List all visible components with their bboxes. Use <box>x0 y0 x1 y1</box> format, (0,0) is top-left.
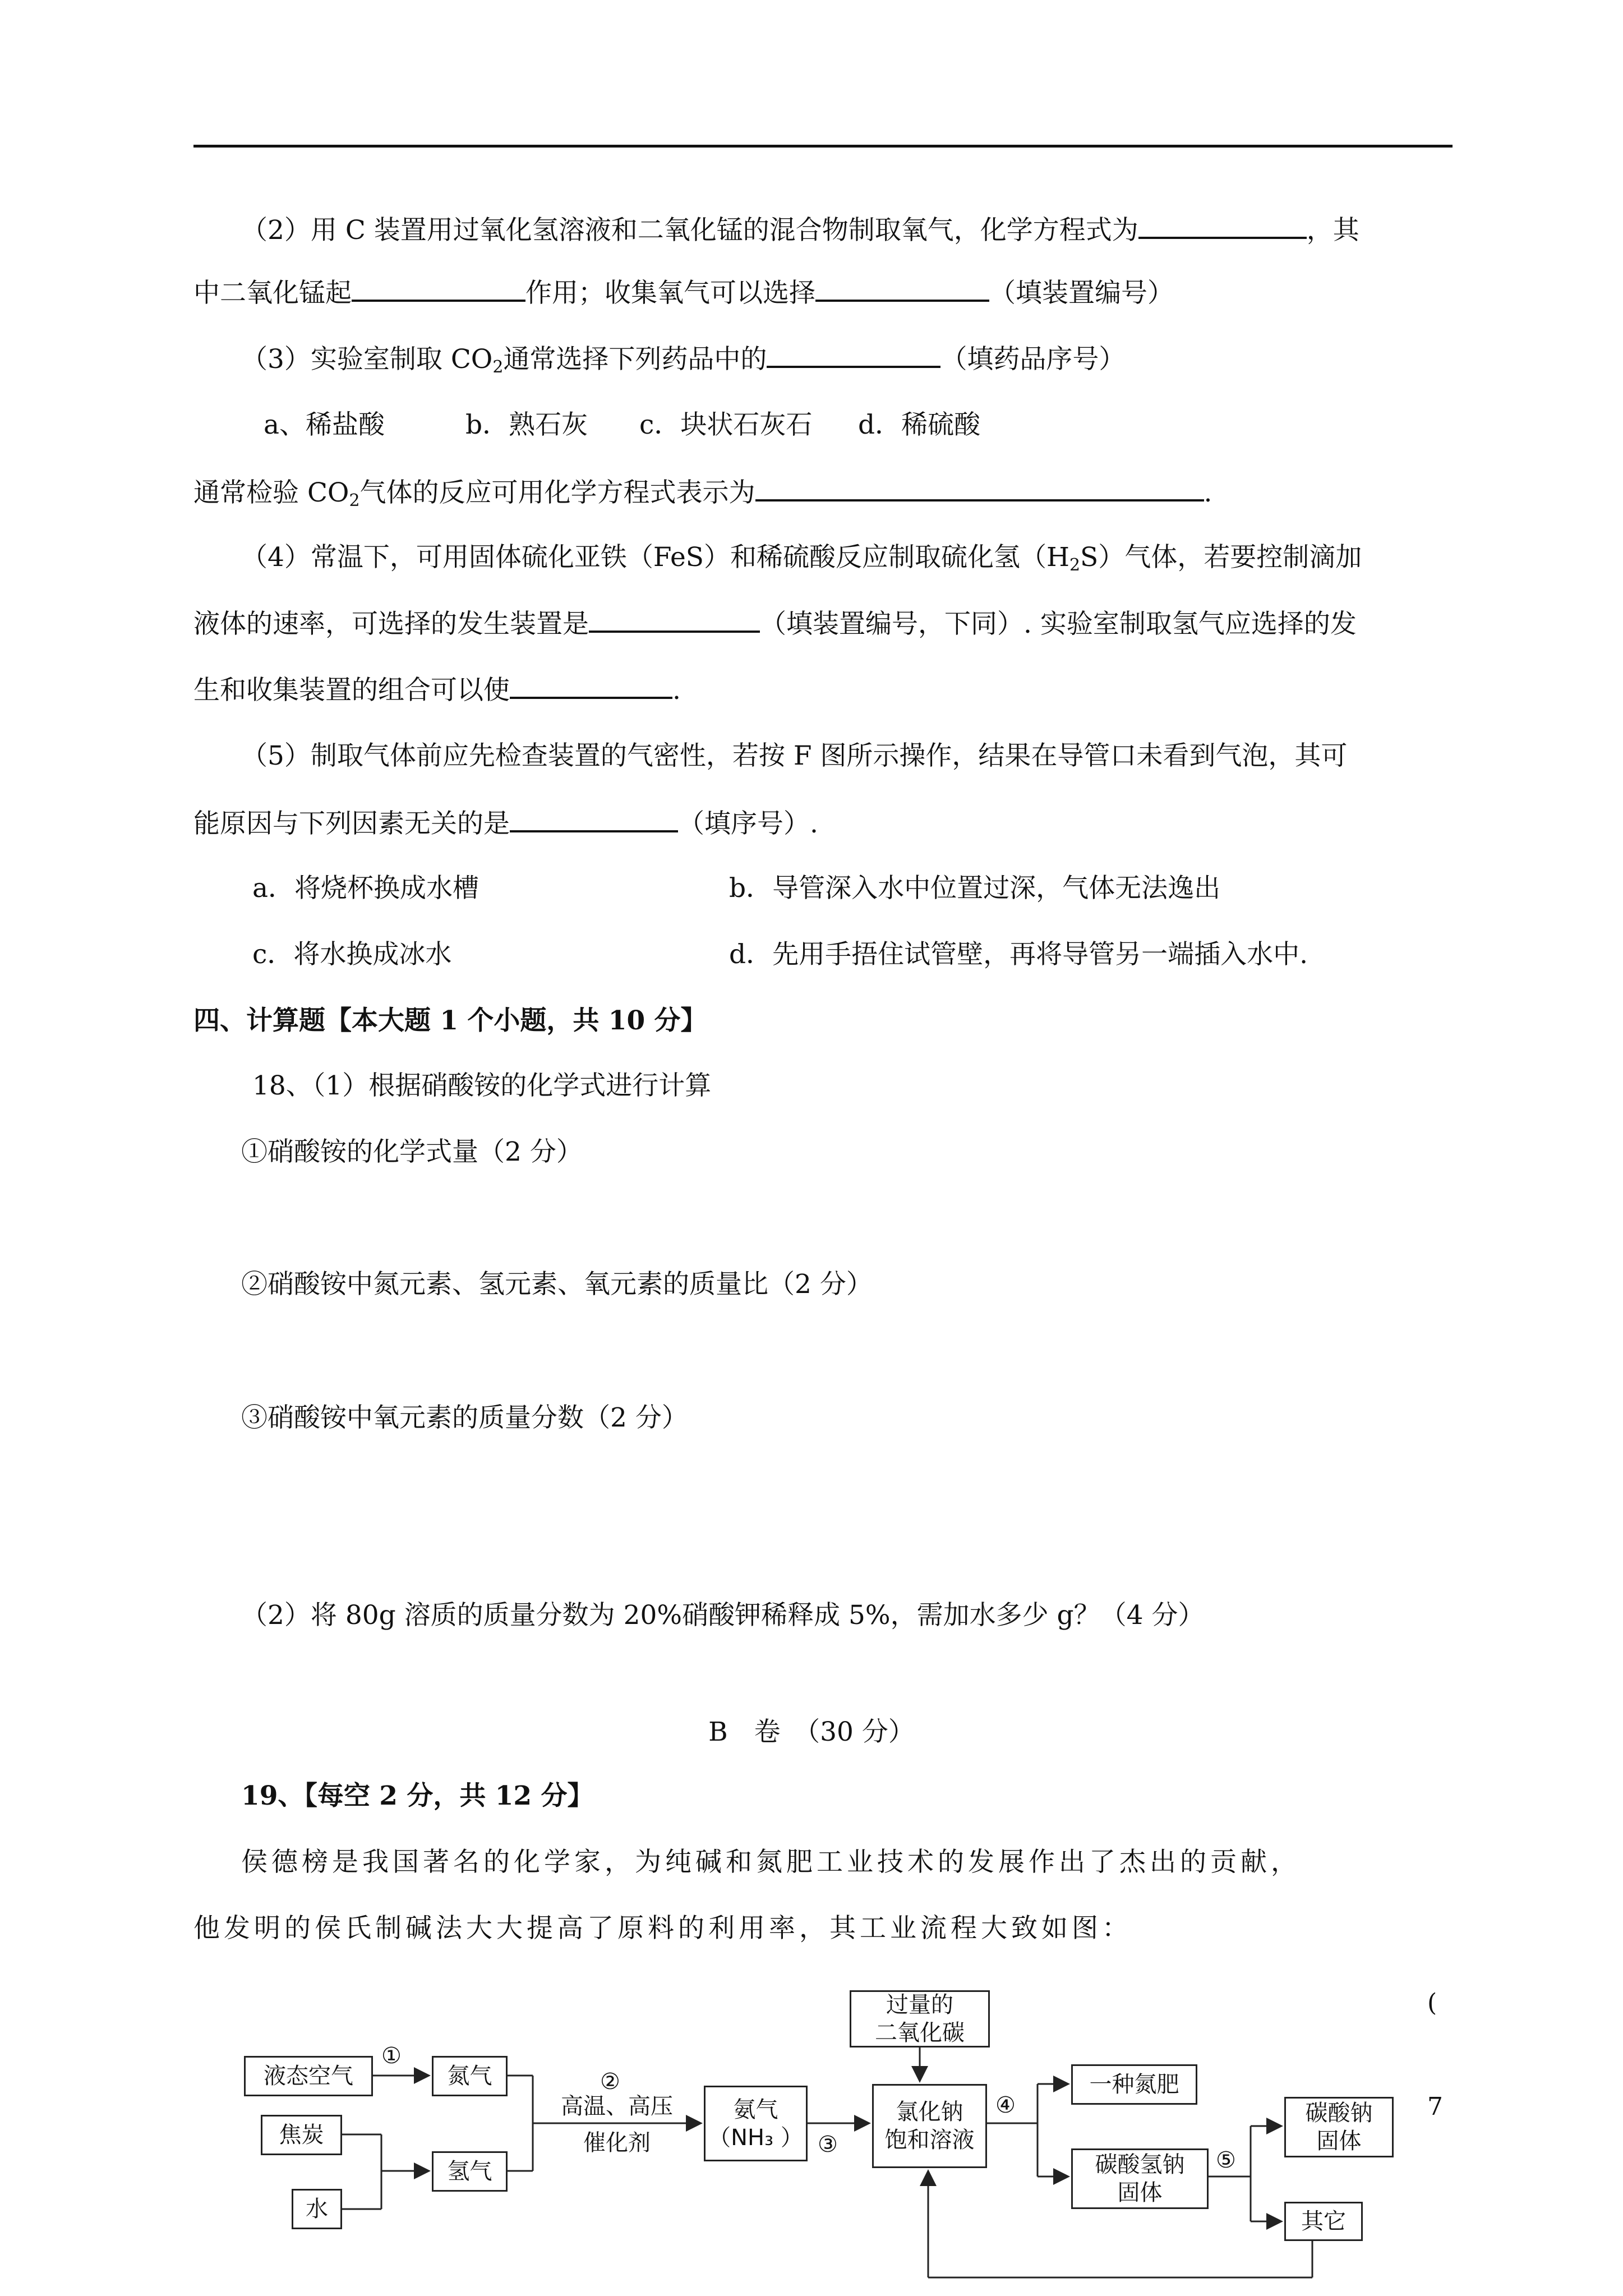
q17-p5-text-c: （填序号）. <box>678 808 818 839</box>
box-excess-co2 <box>850 1990 990 2047</box>
q17-p3-text-e: 气体的反应可用化学方程式表示为 <box>359 477 755 508</box>
q17-p3-text-b: 通常选择下列药品中的 <box>503 344 767 375</box>
q17-option-d: d．稀硫酸 <box>858 409 981 440</box>
q17-p2-text-b: ，其 <box>1306 215 1359 246</box>
box-hydrogen <box>432 2151 508 2192</box>
q17-p4-text-a: （4）常温下，可用固体硫化亚铁（FeS）和稀硫酸反应制取硫化氢（H <box>241 542 1069 573</box>
q17-p4-text-d: （填装置编号，下同）. 实验室制取氢气应选择的发 <box>760 609 1357 639</box>
q17-p5-option-b: b．导管深入水中位置过深，气体无法逸出 <box>729 873 1221 904</box>
box-label: （NH₃ ） <box>708 2124 803 2151</box>
q17-p4-text-c: 液体的速率，可选择的发生装置是 <box>193 609 589 639</box>
box-other <box>1284 2202 1363 2241</box>
q19-text-line2: 他发明的侯氏制碱法大大提高了原料的利用率，其工业流程大致如图： <box>193 1913 1132 1944</box>
box-label: 其它 <box>1301 2208 1346 2234</box>
box-nitrogen-fertilizer <box>1071 2064 1197 2105</box>
box-nacl-solution <box>872 2084 987 2168</box>
box-label: 氨气 <box>733 2096 778 2123</box>
box-label: 液态空气 <box>264 2063 353 2089</box>
q17-p3-text-d: 通常检验 CO <box>193 477 349 508</box>
q17-p2-text-a: （2）用 C 装置用过氧化氢溶液和二氧化锰的混合物制取氧气，化学方程式为 <box>241 215 1138 246</box>
q17-p3-text-f: . <box>1204 477 1212 508</box>
section-b-title: B 卷 （30 分） <box>708 1717 915 1747</box>
box-label: 饱和溶液 <box>884 2127 975 2153</box>
q19-text-line1: 侯德榜是我国著名的化学家，为纯碱和氮肥工业技术的发展作出了杰出的贡献， <box>241 1847 1301 1878</box>
q17-p5-option-a: a．将烧杯换成水槽 <box>252 873 479 904</box>
box-liquid-air <box>244 2056 373 2096</box>
q17-p2-text-e: （填装置编号） <box>989 278 1174 309</box>
box-label: 氢气 <box>447 2159 492 2184</box>
step3-label: ③ <box>818 2132 838 2157</box>
subscript: 2 <box>349 491 360 510</box>
box-label: 碳酸氢钠 <box>1095 2152 1185 2178</box>
q17-p5-option-d: d．先用手捂住试管壁，再将导管另一端插入水中. <box>729 939 1308 970</box>
q17-p2-text-d: 作用；收集氧气可以选择 <box>525 278 815 309</box>
q18-sub1: ①硝酸铵的化学式量（2 分） <box>241 1137 583 1167</box>
box-label: 氮气 <box>447 2063 492 2089</box>
condition-high-temp-pressure: 高温、高压 <box>561 2093 673 2119</box>
q17-option-a: a、稀盐酸 <box>264 409 385 440</box>
box-label: 固体 <box>1117 2180 1163 2206</box>
step5-label: ⑤ <box>1216 2147 1236 2173</box>
subscript: 2 <box>1069 555 1081 575</box>
box-label: 二氧化碳 <box>875 2020 965 2046</box>
q18-sub2: ②硝酸铵中氮元素、氢元素、氧元素的质量比（2 分） <box>241 1269 873 1300</box>
box-nitrogen <box>432 2056 508 2096</box>
step4-label: ④ <box>995 2092 1016 2118</box>
q17-p5-text-b: 能原因与下列因素无关的是 <box>193 808 510 839</box>
box-label: 固体 <box>1316 2128 1362 2154</box>
q18-part2: （2）将 80g 溶质的质量分数为 20%硝酸钾稀释成 5%，需加水多少 g？（4 分） <box>241 1600 1205 1631</box>
q19-title: 19、【每空 2 分，共 12 分】 <box>241 1780 594 1811</box>
step2-label: ② <box>600 2069 620 2095</box>
q17-p3-text-c: （填药品序号） <box>940 344 1126 375</box>
box-label: 氯化钠 <box>896 2099 963 2125</box>
box-label: 水 <box>306 2196 328 2222</box>
q17-option-b: b．熟石灰 <box>465 409 588 440</box>
q17-p5-option-c: c．将水换成冰水 <box>252 939 452 970</box>
box-label: 碳酸钠 <box>1305 2100 1373 2126</box>
q18-title: 18、（1）根据硝酸铵的化学式进行计算 <box>252 1070 712 1101</box>
box-nahco3-solid <box>1071 2148 1209 2209</box>
box-na2co3-solid <box>1284 2097 1394 2157</box>
step1-label: ① <box>381 2043 402 2069</box>
box-label: 一种氮肥 <box>1089 2072 1179 2097</box>
box-label: 焦炭 <box>279 2122 324 2148</box>
q18-sub3: ③硝酸铵中氧元素的质量分数（2 分） <box>241 1402 688 1433</box>
condition-catalyst: 催化剂 <box>583 2130 651 2156</box>
q17-part5-line1: （5）制取气体前应先检查装置的气密性，若按 F 图所示操作，结果在导管口未看到气泡，其可 <box>241 740 1348 771</box>
q17-p2-text-c: 中二氧化锰起 <box>193 278 352 309</box>
box-label: 过量的 <box>886 1992 953 2018</box>
box-water <box>292 2189 342 2229</box>
q17-p4-text-b: S）气体，若要控制滴加 <box>1080 542 1362 573</box>
margin-paren: ( <box>1427 1989 1437 2017</box>
q17-p3-text-a: （3）实验室制取 CO <box>241 344 493 375</box>
box-ammonia <box>704 2086 808 2161</box>
q17-option-c: c．块状石灰石 <box>639 409 813 440</box>
box-coke <box>261 2115 342 2155</box>
subscript: 2 <box>492 357 504 377</box>
page-number: 7 <box>1427 2092 1443 2121</box>
q17-p4-text-e: 生和收集装置的组合可以使 <box>193 675 510 706</box>
q17-p4-text-f: . <box>672 675 681 706</box>
section4-heading: 四、计算题【本大题 1 个小题，共 10 分】 <box>193 1005 707 1036</box>
